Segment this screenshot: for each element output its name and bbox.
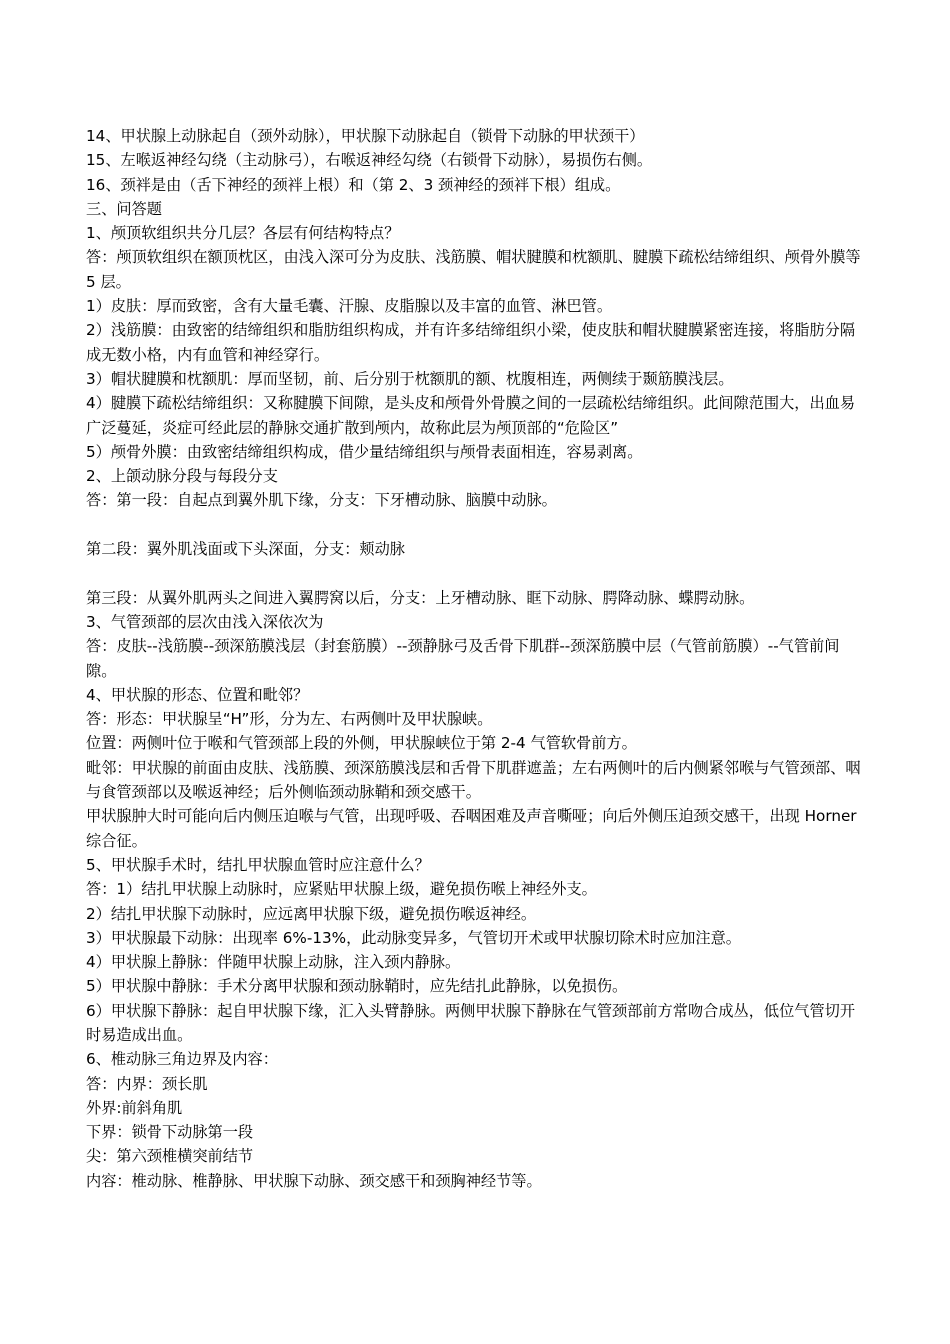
answer-5-point-4: 4）甲状腺上静脉：伴随甲状腺上动脉，注入颈内静脉。 bbox=[86, 953, 461, 972]
answer-2-segment-2: 第二段：翼外肌浅面或下头深面，分支：颊动脉 bbox=[86, 540, 405, 559]
answer-2-segment-3: 第三段：从翼外肌两头之间进入翼腭窝以后，分支：上牙槽动脉、眶下动脉、腭降动脉、蝶腭动脉。 bbox=[86, 588, 755, 607]
answer-5-point-1: 答：1）结扎甲状腺上动脉时，应紧贴甲状腺上级，避免损伤喉上神经外支。 bbox=[86, 880, 597, 899]
blank-line bbox=[86, 513, 868, 537]
answer-5-point-6: 6）甲状腺下静脉：起自甲状腺下缘，汇入头臂静脉。两侧甲状腺下静脉在气管颈部前方常吻合成丛，低位气管切开时易造成出血。 bbox=[86, 1001, 856, 1044]
answer-5-point-3: 3）甲状腺最下动脉：出现率 6%-13%，此动脉变异多，气管切开术或甲状腺切除术时应加注意。 bbox=[86, 928, 741, 947]
question-5: 5、甲状腺手术时，结扎甲状腺血管时应注意什么？ bbox=[86, 855, 430, 874]
answer-4-shape: 答：形态：甲状腺呈“H”形，分为左、右两侧叶及甲状腺峡。 bbox=[86, 710, 493, 729]
answer-6-apex: 尖：第六颈椎横突前结节 bbox=[86, 1147, 254, 1166]
question-2: 2、上颌动脉分段与每段分支 bbox=[86, 467, 278, 486]
answer-1-layer-5: 5）颅骨外膜：由致密结缔组织构成，借少量结缔组织与颅骨表面相连，容易剥离。 bbox=[86, 442, 643, 461]
blank-line bbox=[86, 561, 868, 585]
fill-blank-item-14: 14、甲状腺上动脉起自（颈外动脉），甲状腺下动脉起自（锁骨下动脉的甲状颈干） bbox=[86, 127, 645, 145]
answer-2-segment-1: 答：第一段：自起点到翼外肌下缘，分支：下牙槽动脉、脑膜中动脉。 bbox=[86, 491, 557, 510]
answer-5-point-5: 5）甲状腺中静脉：手术分离甲状腺和颈动脉鞘时，应先结扎此静脉，以免损伤。 bbox=[86, 977, 628, 996]
question-1: 1、颅顶软组织共分几层？各层有何结构特点？ bbox=[86, 224, 400, 243]
answer-1-layer-2: 2）浅筋膜：由致密的结缔组织和脂肪组织构成，并有许多结缔组织小梁，使皮肤和帽状腱膜紧密连接，将脂肪分隔成无数小格，内有血管和神经穿行。 bbox=[86, 321, 856, 364]
fill-blank-item-16: 16、颈袢是由（舌下神经的颈袢上根）和（第 2、3 颈神经的颈袢下根）组成。 bbox=[86, 175, 621, 194]
answer-1-intro: 答：颅顶软组织在额顶枕区，由浅入深可分为皮肤、浅筋膜、帽状腱膜和枕额肌、腱膜下疏松结缔组织、颅骨外膜等 5 层。 bbox=[86, 248, 861, 291]
question-6: 6、椎动脉三角边界及内容： bbox=[86, 1050, 278, 1069]
answer-4-position: 位置：两侧叶位于喉和气管颈部上段的外侧，甲状腺峡位于第 2-4 气管软骨前方。 bbox=[86, 734, 637, 753]
document-body bbox=[86, 124, 868, 1193]
answer-1-layer-1: 1）皮肤：厚而致密，含有大量毛囊、汗腺、皮脂腺以及丰富的血管、淋巴管。 bbox=[86, 297, 613, 316]
question-3: 3、气管颈部的层次由浅入深依次为 bbox=[86, 612, 324, 631]
answer-4-adjacency: 毗邻：甲状腺的前面由皮肤、浅筋膜、颈深筋膜浅层和舌骨下肌群遮盖；左右两侧叶的后内侧紧邻喉与气管颈部、咽与食管颈部以及喉返神经；后外侧临颈动脉鞘和颈交感干。 bbox=[86, 758, 861, 802]
question-4: 4、甲状腺的形态、位置和毗邻？ bbox=[86, 685, 309, 704]
answer-3: 答：皮肤--浅筋膜--颈深筋膜浅层（封套筋膜）--颈静脉弓及舌骨下肌群--颈深筋膜中层（气管前筋膜）--气管前间隙。 bbox=[86, 637, 840, 680]
answer-1-layer-4: 4）腱膜下疏松结缔组织：又称腱膜下间隙，是头皮和颅骨外骨膜之间的一层疏松结缔组织。此间隙范围大，出血易广泛蔓延，炎症可经此层的静脉交通扩散到颅内，故称此层为颅顶部的“危险区” bbox=[86, 394, 856, 437]
answer-6-outer-border: 外界:前斜角肌 bbox=[86, 1098, 183, 1117]
fill-blank-item-15: 15、左喉返神经勾绕（主动脉弓），右喉返神经勾绕（右锁骨下动脉），易损伤右侧。 bbox=[86, 151, 653, 170]
answer-6-lower-border: 下界：锁骨下动脉第一段 bbox=[86, 1123, 254, 1142]
answer-6-contents: 内容：椎动脉、椎静脉、甲状腺下动脉、颈交感干和颈胸神经节等。 bbox=[86, 1171, 542, 1190]
section-heading-qa: 三、问答题 bbox=[86, 199, 162, 218]
answer-5-point-2: 2）结扎甲状腺下动脉时，应远离甲状腺下级，避免损伤喉返神经。 bbox=[86, 904, 537, 923]
answer-1-layer-3: 3）帽状腱膜和枕额肌：厚而坚韧，前、后分别于枕额肌的额、枕腹相连，两侧续于颞筋膜浅层。 bbox=[86, 369, 734, 388]
answer-6-inner-border: 答：内界：颈长肌 bbox=[86, 1074, 208, 1093]
answer-4-clinical: 甲状腺肿大时可能向后内侧压迫喉与气管，出现呼吸、吞咽困难及声音嘶哑；向后外侧压迫颈交感干，出现 Horner 综合征。 bbox=[86, 807, 857, 850]
